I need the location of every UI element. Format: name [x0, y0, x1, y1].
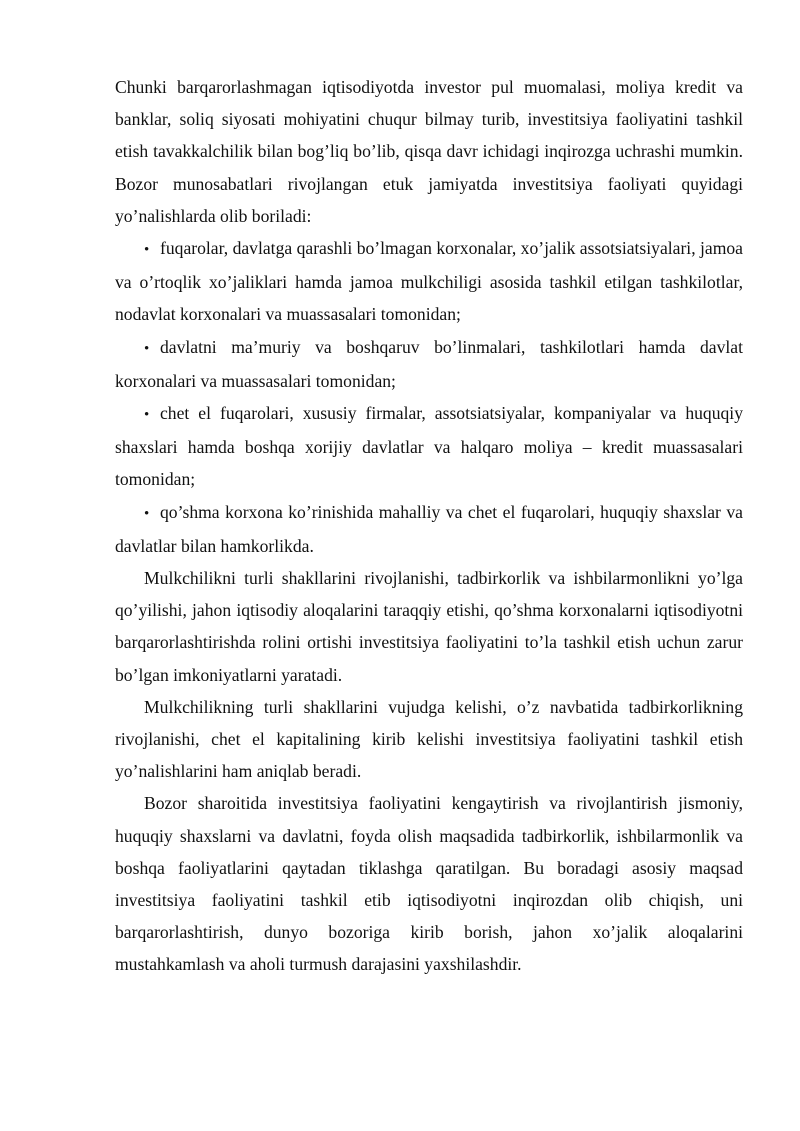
body-paragraph: Mulkchilikning turli shakllarini vujudga kelishi, o’z navbatida tadbirkorlikning rivojlanishi, chet el kapitalining kirib kelishi investitsiya faoliyatini tashkil etish yo’nalishlarini ham aniqlab beradi.	[115, 696, 743, 782]
bullet-icon: •	[144, 340, 150, 357]
bullet-list	[115, 232, 743, 562]
bullet-icon: •	[144, 505, 150, 522]
list-item	[115, 397, 743, 496]
list-item	[115, 232, 743, 331]
intro-paragraph: Chunki barqarorlashmagan iqtisodiyotda investor pul muomalasi, moliya kredit va banklar, soliq siyosati mohiyatini chuqur bilmay turib, investitsiya faoliyatini tashkil etish tavakkalchilik bilan bog’liq bo’lib, qisqa davr ichidagi inqirozga uchrashi mumkin. Bozor munosabatlari rivojlangan etuk jamiyatda investitsiya faoliyati quyidagi yo’nalishlarda olib boriladi:	[115, 77, 743, 226]
list-item	[115, 331, 743, 397]
document-page	[115, 71, 743, 981]
list-item-text: fuqarolar, davlatga qarashli bo’lmagan korxonalar, xo’jalik assotsiatsiyalari, jamoa va o’rtoqlik xo’jaliklari hamda jamoa mulkchiligi asosida tashkil etilgan tashkilotlar, nodavlat korxonalari va muassasalari tomonidan;	[115, 238, 743, 325]
bullet-icon: •	[144, 407, 150, 424]
bullet-icon: •	[144, 242, 150, 259]
list-item-text: chet el fuqarolari, xususiy firmalar, assotsiatsiyalar, kompaniyalar va huquqiy shaxslari hamda boshqa xorijiy davlatlar va halqaro moliya – kredit muassasalari tomonidan;	[115, 403, 743, 490]
body-paragraph: Bozor sharoitida investitsiya faoliyatini kengaytirish va rivojlantirish jismoniy, huquqiy shaxslarni va davlatni, foyda olish maqsadida tadbirkorlik, ishbilarmonlik va boshqa faoliyatlarini qaytadan tiklashga qaratilgan. Bu boradagi asosiy maqsad investitsiya faoliyatini tashkil etib iqtisodiyotni inqirozdan olib chiqish, uni barqarorlashtirish, dunyo bozoriga kirib borish, jahon xo’jalik aloqalarini mustahkamlash va aholi turmush darajasini yaxshilashdir.	[115, 793, 743, 975]
body-paragraph: Mulkchilikni turli shakllarini rivojlanishi, tadbirkorlik va ishbilarmonlikni yo’lga qo’yilishi, jahon iqtisodiy aloqalarini taraqqiy etishi, qo’shma korxonalarni iqtisodiyotni barqarorlashtirishda rolini ortishi investitsiya faoliyatini to’la tashkil etish uchun zarur bo’lgan imkoniyatlarni yaratadi.	[115, 568, 743, 685]
list-item	[115, 496, 743, 562]
list-item-text: davlatni ma’muriy va boshqaruv bo’linmalari, tashkilotlari hamda davlat korxonalari va muassasalari tomonidan;	[115, 336, 743, 391]
list-item-text: qo’shma korxona ko’rinishida mahalliy va chet el fuqarolari, huquqiy shaxslar va davlatlar bilan hamkorlikda.	[115, 501, 743, 556]
